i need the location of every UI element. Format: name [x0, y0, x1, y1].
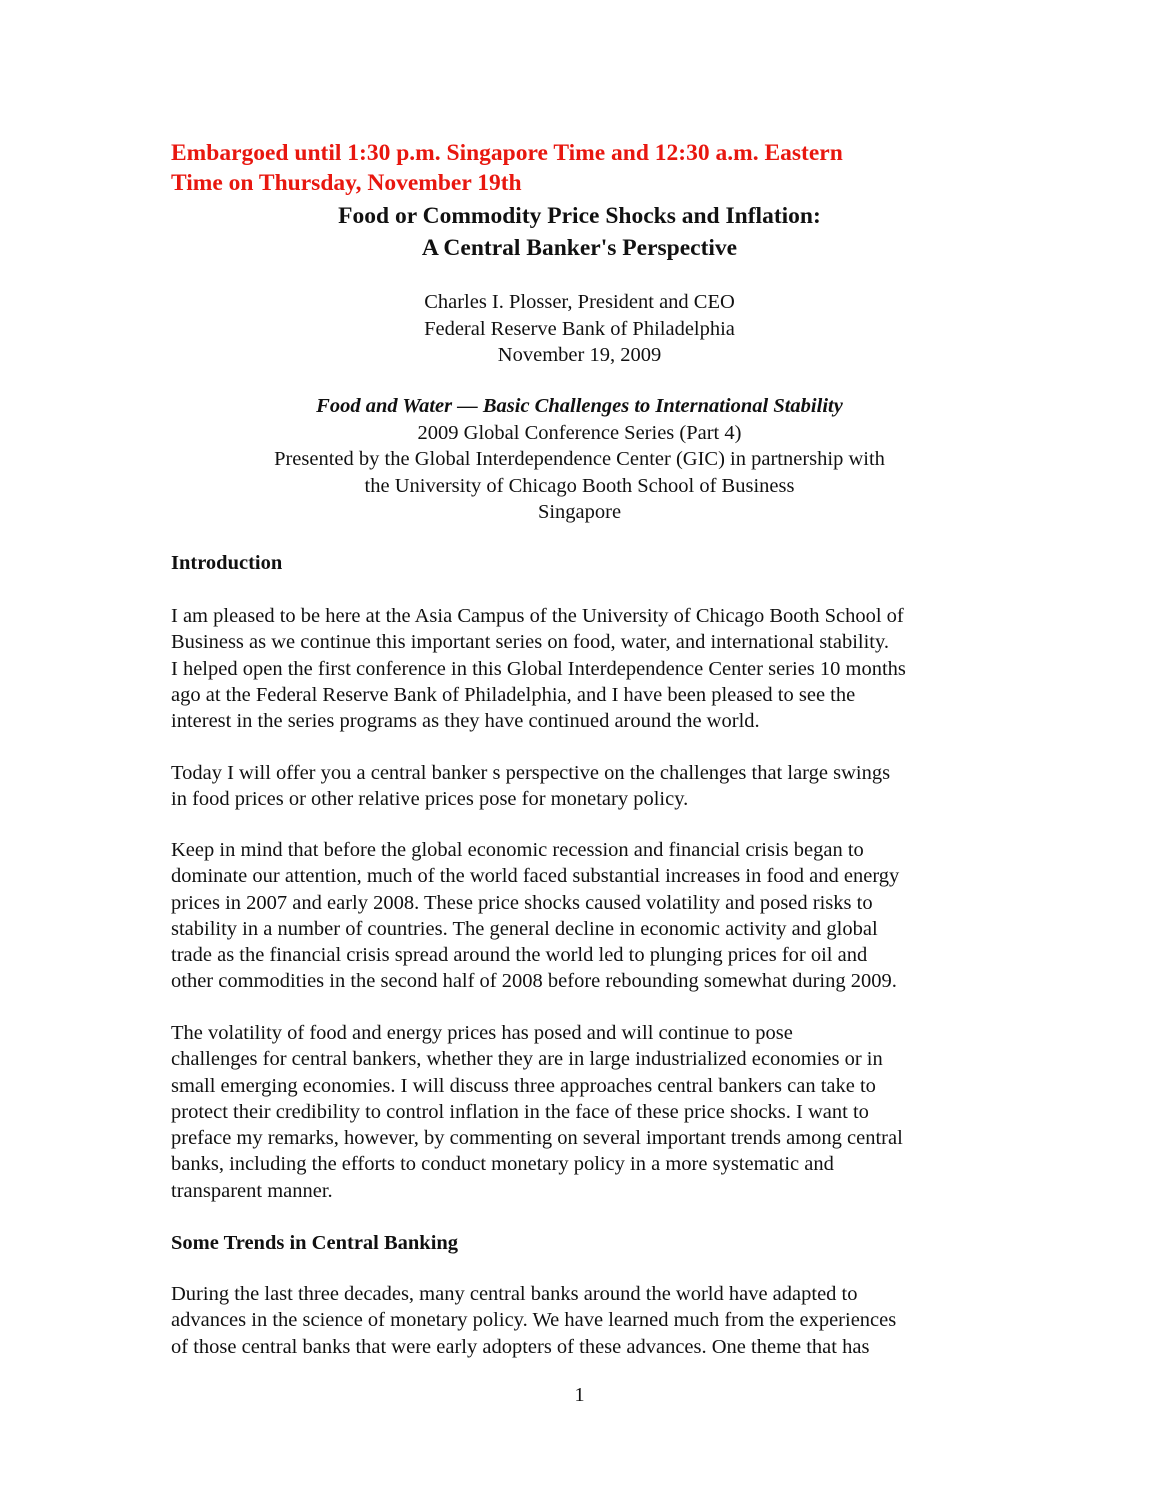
embargo-notice — [171, 138, 1001, 198]
paragraph-line: stability in a number of countries. The general decline in economic activity and global — [171, 917, 878, 940]
paragraph-line: Business as we continue this important series on food, water, and international stability. — [171, 631, 890, 654]
paragraph-line: in food prices or other relative prices pose for monetary policy. — [171, 788, 689, 811]
paragraph — [171, 1020, 1001, 1204]
paragraph-line: small emerging economies. I will discuss three approaches central bankers can take to — [171, 1074, 876, 1097]
paragraph-line: I am pleased to be here at the Asia Campus of the University of Chicago Booth School of — [171, 605, 904, 627]
conference-series: 2009 Global Conference Series (Part 4) — [417, 421, 742, 444]
paragraph-line: preface my remarks, however, by commenting on several important trends among central — [171, 1127, 903, 1150]
paragraph-line: I helped open the first conference in this Global Interdependence Center series 10 months — [171, 657, 906, 680]
paragraph — [171, 837, 1001, 995]
paragraph-line: Today I will offer you a central banker s perspective on the challenges that large swings — [171, 762, 891, 784]
author-name: Charles I. Plosser, President and CEO — [424, 291, 735, 313]
embargo-line: Time on Thursday, November 19th — [171, 170, 522, 196]
conference-block — [0, 393, 1159, 526]
paragraph-line: The volatility of food and energy prices has posed and will continue to pose — [171, 1022, 793, 1044]
section-heading-trends: Some Trends in Central Banking — [171, 1232, 459, 1254]
author-block — [0, 289, 1159, 369]
paragraph — [171, 1281, 1001, 1360]
paragraph-line: advances in the science of monetary policy. We have learned much from the experiences — [171, 1309, 897, 1332]
conference-presenter: Presented by the Global Interdependence Center (GIC) in partnership with — [274, 448, 885, 470]
speech-title — [0, 200, 1159, 264]
paragraph-line: During the last three decades, many central banks around the world have adapted to — [171, 1283, 858, 1305]
paragraph-line: interest in the series programs as they have continued around the world. — [171, 710, 760, 733]
title-line: Food or Commodity Price Shocks and Inflation: — [338, 203, 821, 229]
title-line: A Central Banker's Perspective — [421, 235, 738, 261]
paragraph-line: other commodities in the second half of 2008 before rebounding somewhat during 2009. — [171, 970, 897, 993]
conference-location: Singapore — [537, 501, 622, 523]
paragraph — [171, 760, 1001, 813]
paragraph-line: ago at the Federal Reserve Bank of Philadelphia, and I have been pleased to see the — [171, 683, 856, 706]
conference-title: Food and Water — Basic Challenges to International Stability — [316, 395, 843, 417]
paragraph-line: of those central banks that were early adopters of these advances. One theme that has — [171, 1335, 870, 1358]
embargo-line: Embargoed until 1:30 p.m. Singapore Time and 12:30 a.m. Eastern — [171, 140, 843, 166]
paragraph-line: protect their credibility to control inflation in the face of these price shocks. I want to — [171, 1100, 869, 1123]
paragraph-line: prices in 2007 and early 2008. These price shocks caused volatility and posed risks to — [171, 891, 873, 914]
paragraph-line: dominate our attention, much of the world faced substantial increases in food and energy — [171, 865, 900, 888]
paragraph-line: Keep in mind that before the global economic recession and financial crisis began to — [171, 839, 864, 861]
page-number: 1 — [574, 1384, 585, 1406]
paragraph — [171, 603, 1001, 734]
author-organization: Federal Reserve Bank of Philadelphia — [424, 317, 735, 340]
speech-date: November 19, 2009 — [497, 344, 662, 366]
paragraph-line: challenges for central bankers, whether they are in large industrialized economies or in — [171, 1048, 883, 1071]
section-heading-introduction: Introduction — [171, 552, 283, 574]
conference-partner: the University of Chicago Booth School of Business — [364, 474, 795, 497]
paragraph-line: trade as the financial crisis spread around the world led to plunging prices for oil and — [171, 944, 868, 967]
paragraph-line: banks, including the efforts to conduct monetary policy in a more systematic and — [171, 1153, 834, 1176]
paragraph-line: transparent manner. — [171, 1179, 333, 1202]
